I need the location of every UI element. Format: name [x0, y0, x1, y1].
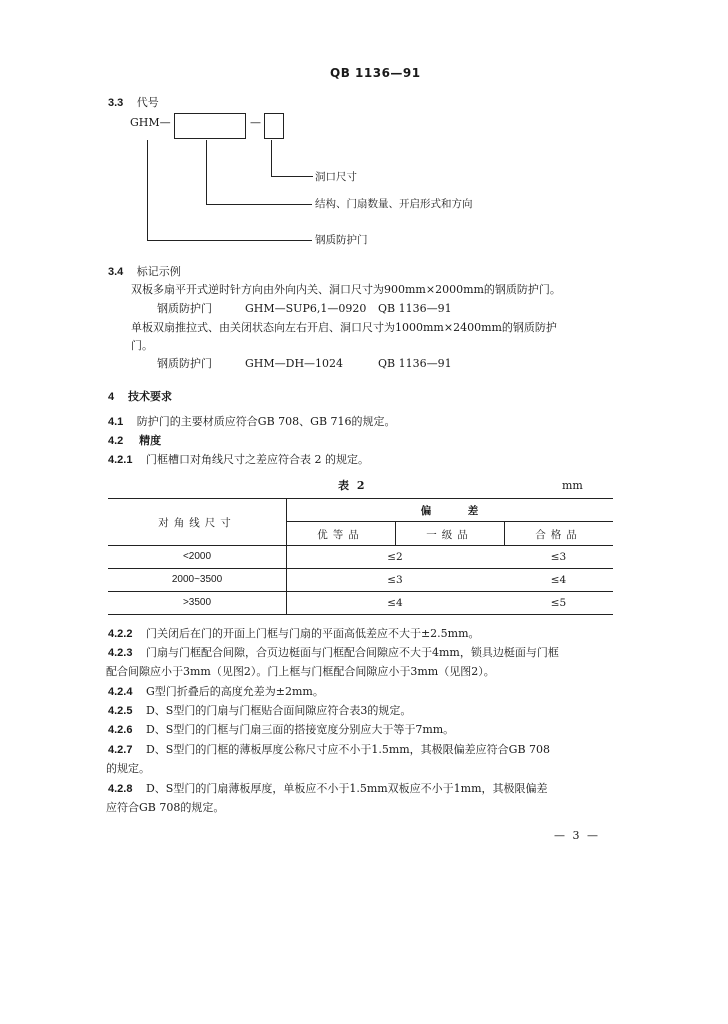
example-1-code: GHM—SUP6,1—0920 — [245, 302, 367, 315]
clause-text: G型门折叠后的高度允差为±2mm。 — [145, 685, 324, 698]
section-number: 3.4 — [108, 266, 124, 278]
row-dimension: >3500 — [182, 597, 212, 608]
clause-text: 门框槽口对角线尺寸之差应符合表 2 的规定。 — [145, 453, 369, 466]
table-row-rule — [108, 591, 613, 592]
row-first-grade-value: ≤2 — [387, 551, 403, 563]
leader-line-vertical — [206, 140, 207, 204]
clause-number: 4.2.6 — [108, 724, 133, 736]
example-2-code: GHM—DH—1024 — [245, 357, 344, 370]
clause-text: D、S型门的门框的薄板厚度公称尺寸应不小于1.5mm，其极限偏差应符合GB 708 — [145, 743, 551, 756]
clause-4-2-7-cont: 的规定。 — [106, 762, 150, 775]
section-title: 精度 — [139, 434, 162, 447]
clause-number: 4.1 — [108, 416, 124, 428]
col-header-excellent: 优等品 — [317, 529, 364, 541]
section-4-heading — [108, 390, 172, 404]
clause-4-2-5 — [108, 704, 411, 718]
row-qualified-value: ≤4 — [550, 574, 567, 586]
section-3-3-heading — [108, 96, 159, 110]
example-2-standard: QB 1136—91 — [378, 357, 452, 370]
clause-4-2-6 — [108, 723, 454, 737]
page-number: — 3 — — [554, 829, 600, 842]
label-opening-size: 洞口尺寸 — [315, 171, 357, 183]
clause-text: 门关闭后在门的开面上门框与门扇的平面高低差应不大于±2.5mm。 — [145, 627, 480, 640]
code-separator: — — [250, 116, 261, 129]
clause-text: D、S型门的门扇薄板厚度，单板应不小于1.5mm双板应不小于1mm，其极限偏差 — [145, 782, 548, 795]
clause-4-2-4 — [108, 685, 324, 699]
section-title: 代号 — [136, 96, 159, 109]
clause-number: 4.2.3 — [108, 647, 133, 659]
clause-number: 4.2.5 — [108, 705, 133, 717]
table-2-unit: mm — [562, 479, 583, 492]
table-subheader-rule — [286, 521, 613, 522]
row-first-grade-value: ≤3 — [387, 574, 403, 586]
example-1-name: 钢质防护门 — [157, 302, 212, 315]
clause-4-1 — [108, 415, 396, 429]
table-bottom-rule — [108, 614, 613, 615]
clause-4-2-7 — [108, 743, 550, 757]
table-header-rule — [108, 545, 613, 546]
label-steel-door: 钢质防护门 — [315, 234, 368, 246]
clause-number: 4.2.4 — [108, 686, 133, 698]
section-title: 标记示例 — [136, 265, 181, 278]
clause-text: 防护门的主要材质应符合GB 708、GB 716的规定。 — [136, 415, 396, 428]
col-header-deviation: 偏 差 — [420, 505, 479, 517]
row-qualified-value: ≤3 — [550, 551, 567, 563]
example-2-description: 单板双扇推拉式、由关闭状态向左右开启、洞口尺寸为1000mm×2400mm的钢质防护 — [131, 321, 557, 334]
leader-line-horizontal — [271, 176, 313, 177]
table-row-rule — [108, 568, 613, 569]
clause-4-2-8 — [108, 782, 548, 796]
col-header-qualified: 合格品 — [535, 529, 582, 541]
clause-4-2-3 — [108, 646, 559, 660]
leader-line-horizontal — [206, 204, 312, 205]
row-first-grade-value: ≤4 — [387, 597, 403, 609]
standard-number-header: QB 1136—91 — [330, 66, 421, 80]
clause-text: D、S型门的门扇与门框贴合面间隙应符合表3的规定。 — [145, 704, 412, 717]
table-2-title: 表 2 — [338, 479, 367, 492]
col-header-diagonal-size: 对角线尺寸 — [158, 517, 236, 529]
opening-size-box — [264, 113, 284, 139]
clause-number: 4.2.2 — [108, 628, 133, 640]
example-1-standard: QB 1136—91 — [378, 302, 452, 315]
clause-text: D、S型门的门框与门扇三面的搭接宽度分别应大于等于7mm。 — [145, 723, 455, 736]
col-header-first-grade: 一级品 — [426, 529, 473, 541]
row-dimension: <2000 — [182, 551, 212, 562]
clause-4-2-2 — [108, 627, 480, 641]
clause-4-2-8-cont: 应符合GB 708的规定。 — [106, 801, 225, 814]
row-qualified-value: ≤5 — [550, 597, 567, 609]
example-2-name: 钢质防护门 — [157, 357, 212, 370]
section-title: 技术要求 — [127, 390, 172, 403]
clause-number: 4.2.1 — [108, 454, 133, 466]
section-number: 4 — [108, 391, 115, 403]
clause-number: 4.2.7 — [108, 744, 133, 756]
structure-code-box — [174, 113, 246, 139]
example-2-description-cont: 门。 — [131, 339, 153, 352]
leader-line-vertical — [147, 140, 148, 240]
clause-number: 4.2.8 — [108, 783, 133, 795]
section-4-2-heading — [108, 434, 161, 448]
table-top-rule — [108, 498, 613, 499]
clause-text: 门扇与门框配合间隙，合页边梃面与门框配合间隙应不大于4mm，锁具边梃面与门框 — [145, 646, 559, 659]
section-number: 4.2 — [108, 435, 124, 447]
example-1-description: 双板多扇平开式逆时针方向由外向内关、洞口尺寸为900mm×2000mm的钢质防护门。 — [131, 283, 561, 296]
clause-4-2-3-cont: 配合间隙应小于3mm（见图2）。门上框与门框配合间隙应小于3mm（见图2）。 — [106, 665, 495, 678]
section-3-4-heading — [108, 265, 181, 279]
clause-4-2-1 — [108, 453, 369, 467]
code-prefix: GHM— — [130, 116, 171, 129]
row-dimension: 2000~3500 — [171, 574, 223, 585]
leader-line-horizontal — [147, 240, 312, 241]
label-structure: 结构、门扇数量、开启形式和方向 — [315, 198, 473, 210]
section-number: 3.3 — [108, 97, 124, 109]
leader-line-vertical — [271, 140, 272, 176]
